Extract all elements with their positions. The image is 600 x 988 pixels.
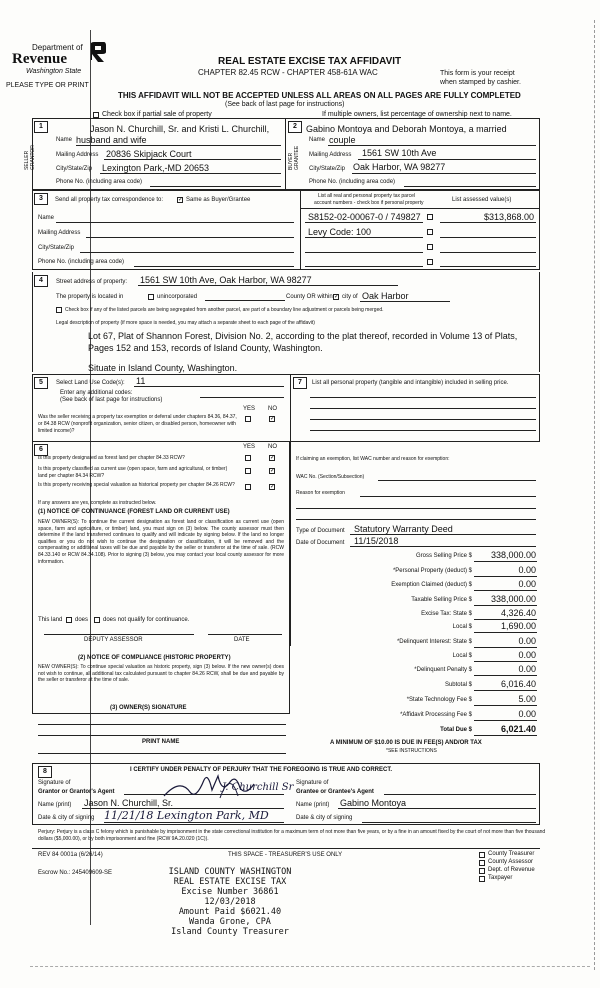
tax-label-8: *Delinquent Penalty $ xyxy=(414,667,472,673)
section-5-number: 5 xyxy=(34,377,48,389)
copy-county-assessor-checkbox[interactable] xyxy=(479,860,485,866)
tax-value-2: 0.00 xyxy=(518,579,536,589)
document-date: 11/15/2018 xyxy=(354,536,399,546)
section-7-number: 7 xyxy=(293,377,307,389)
see-instructions: *SEE INSTRUCTIONS xyxy=(386,748,437,754)
form-chapters: CHAPTER 82.45 RCW - CHAPTER 458-61A WAC xyxy=(198,68,378,77)
exemption-yes-checkbox[interactable] xyxy=(245,416,251,422)
tax-value-6: 0.00 xyxy=(518,636,536,646)
legal-description-1: Lot 67, Plat of Shannon Forest, Division No. 2, according to the plat thereof, recorded in Volume 13 of Plats, xyxy=(88,331,518,341)
levy-code: Levy Code: 100 xyxy=(308,227,372,237)
tax-value-3: 338,000.00 xyxy=(490,594,536,604)
scan-bottom-edge xyxy=(30,966,590,967)
please-type: PLEASE TYPE OR PRINT xyxy=(6,82,89,89)
dor-logo xyxy=(6,40,106,82)
escrow-number: Escrow No.: 245409609-SE xyxy=(38,870,113,876)
legal-description-2: Pages 152 and 153, records of Island County, Washington. xyxy=(88,343,323,353)
grantor-city: Lexington Park,-MD 20653 xyxy=(102,163,210,173)
tax-label-4: Excise Tax: State $ xyxy=(421,611,472,617)
tax-label-1: *Personal Property (deduct) $ xyxy=(392,568,472,574)
grantor-name-line-2: husband and wife xyxy=(76,135,147,145)
tax-label-11: *Affidavit Processing Fee $ xyxy=(400,712,472,718)
grantor-name-line-1: Jason N. Churchill, Sr. and Kristi L. Churchill, xyxy=(90,124,270,134)
dept-of-text: Department of xyxy=(32,43,83,52)
section-3-number: 3 xyxy=(34,193,48,205)
copy-dor-checkbox[interactable] xyxy=(479,868,485,874)
legal-description-3: Situate in Island County, Washington. xyxy=(88,363,238,373)
revision-code: REV 84 0001a (6/26/14) xyxy=(38,852,103,858)
state-text: Washington State xyxy=(26,68,82,75)
grantor-print-name: Jason N. Churchill, Sr. xyxy=(84,798,174,808)
parcel-personal-checkbox-4[interactable] xyxy=(427,259,433,265)
tax-label-9: Subtotal $ xyxy=(444,682,472,688)
tax-label-0: Gross Selling Price $ xyxy=(415,553,472,559)
partial-sale-label: Check box if partial sale of property xyxy=(102,111,212,118)
tax-value-12: 6,021.40 xyxy=(500,724,536,734)
see-back-note: (See back of last page for instructions) xyxy=(225,101,345,108)
tax-label-3: Taxable Selling Price $ xyxy=(411,597,472,603)
tax-label-7: Local $ xyxy=(452,653,472,659)
exemption-no-checkbox[interactable]: ✓ xyxy=(270,416,276,422)
tax-value-7: 0.00 xyxy=(518,650,536,660)
receipt-note-2: when stamped by cashier. xyxy=(440,79,521,86)
grantee-name-line-2: couple xyxy=(329,135,356,145)
tax-value-8: 0.00 xyxy=(518,664,536,674)
forest-no-checkbox[interactable]: ✓ xyxy=(270,455,276,461)
tax-label-5: Local $ xyxy=(452,624,472,630)
tax-label-2: Exemption Claimed (deduct) $ xyxy=(391,582,472,588)
copy-taxpayer-checkbox[interactable] xyxy=(479,876,485,882)
dor-emblem-icon xyxy=(88,40,108,64)
parcel-personal-checkbox-1[interactable] xyxy=(427,214,433,220)
parcel-personal-checkbox-2[interactable] xyxy=(427,229,433,235)
treasurer-use-label: THIS SPACE - TREASURER'S USE ONLY xyxy=(228,852,343,858)
grantor-signature-text: J. Churchill Sr xyxy=(222,782,294,793)
receipt-note-1: This form is your receipt xyxy=(440,70,515,77)
historic-yes-checkbox[interactable] xyxy=(245,484,251,490)
minimum-due-note: A MINIMUM OF $10.00 IS DUE IN FEE(S) AND/OR TAX xyxy=(330,740,482,746)
section-4-number: 4 xyxy=(34,275,48,287)
document-type: Statutory Warranty Deed xyxy=(354,524,453,534)
grantee-city: Oak Harbor, WA 98277 xyxy=(353,162,446,172)
revenue-text: Revenue xyxy=(12,51,67,67)
section-8-number: 8 xyxy=(38,766,52,778)
current-use-yes-checkbox[interactable] xyxy=(245,468,251,474)
segregated-checkbox[interactable] xyxy=(56,307,62,313)
grantor-side-label: SELLER GRANTOR xyxy=(24,145,36,170)
tax-value-10: 5.00 xyxy=(518,694,536,704)
grantee-mailing: 1561 SW 10th Ave xyxy=(362,148,437,158)
property-street: 1561 SW 10th Ave, Oak Harbor, WA 98277 xyxy=(140,275,312,285)
copy-county-treasurer-checkbox[interactable] xyxy=(479,852,485,858)
assessed-value: $313,868.00 xyxy=(484,212,535,222)
unincorporated-checkbox[interactable] xyxy=(148,294,154,300)
same-as-buyer-checkbox[interactable]: ✓ xyxy=(178,197,184,203)
grantee-side-label: BUYER GRANTEE xyxy=(288,145,300,170)
multiple-owners-note: If multiple owners, list percentage of ownership next to name. xyxy=(322,111,512,118)
certify-statement: I CERTIFY UNDER PENALTY OF PERJURY THAT THE FOREGOING IS TRUE AND CORRECT. xyxy=(130,767,393,773)
tax-value-11: 0.00 xyxy=(518,709,536,719)
tax-value-0: 338,000.00 xyxy=(490,550,536,560)
treasurer-stamp: ISLAND COUNTY WASHINGTON REAL ESTATE EXCISE TAX Excise Number 36861 12/03/2018 Amount Paid $6021.40 Wanda Grone, CPA Island County Treasurer xyxy=(168,867,292,937)
forest-yes-checkbox[interactable] xyxy=(245,455,251,461)
tax-value-4: 4,326.40 xyxy=(500,608,536,618)
land-use-code: 11 xyxy=(136,376,146,386)
section-2-number: 2 xyxy=(288,121,302,133)
grantor-date-city: 11/21/18 Lexington Park, MD xyxy=(104,809,269,822)
section-6-number: 6 xyxy=(34,444,48,456)
tax-value-5: 1,690.00 xyxy=(500,621,536,631)
tax-value-1: 0.00 xyxy=(518,565,536,575)
parcel-personal-checkbox-3[interactable] xyxy=(427,244,433,250)
property-city: Oak Harbor xyxy=(362,291,409,301)
grantee-print-name: Gabino Montoya xyxy=(340,798,407,808)
grantor-mailing: 20836 Skipjack Court xyxy=(106,149,192,159)
land-does-not-checkbox[interactable] xyxy=(94,617,100,623)
scan-edge xyxy=(594,20,595,970)
land-does-checkbox[interactable] xyxy=(66,617,72,623)
grantee-name-line-1: Gabino Montoya and Deborah Montoya, a married xyxy=(306,124,507,134)
acceptance-warning: THIS AFFIDAVIT WILL NOT BE ACCEPTED UNLESS ALL AREAS ON ALL PAGES ARE FULLY COMPLETED xyxy=(118,91,521,100)
parcel-number: S8152-02-00067-0 / 749827 xyxy=(308,212,421,222)
current-use-no-checkbox[interactable]: ✓ xyxy=(270,468,276,474)
historic-no-checkbox[interactable]: ✓ xyxy=(270,484,276,490)
tax-value-9: 6,016.40 xyxy=(500,679,536,689)
tax-label-12: Total Due $ xyxy=(440,727,472,733)
perjury-notice: Perjury: Perjury is a class C felony which is punishable by imprisonment in the state correctional institution for a maximum term of not more than five years, or by a fine in an amount fixed by the court of not more than five thousand dollars ($5,000.00), or by both imprisonment and fine (RCW 9A.20.020 (1C)). xyxy=(38,829,546,842)
section-1-number: 1 xyxy=(34,121,48,133)
city-of-checkbox[interactable]: ✓ xyxy=(334,294,340,300)
tax-label-10: *State Technology Fee $ xyxy=(406,697,472,703)
tax-label-6: *Delinquent Interest: State $ xyxy=(396,639,472,645)
form-title: REAL ESTATE EXCISE TAX AFFIDAVIT xyxy=(218,56,402,67)
